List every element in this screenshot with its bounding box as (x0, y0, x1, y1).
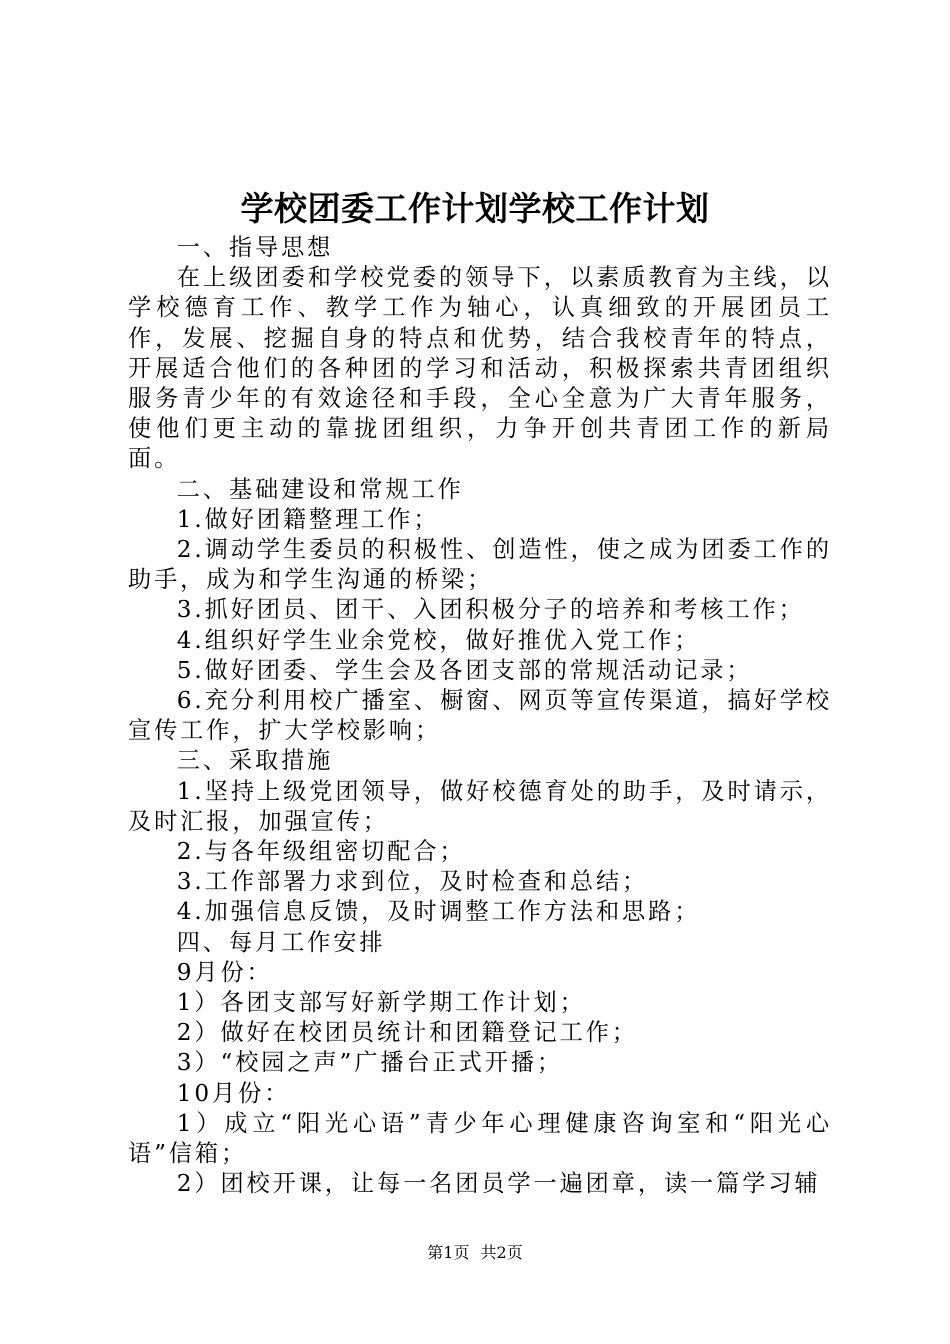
list-item: 5.做好团委、学生会及各团支部的常规活动记录； (176, 656, 753, 684)
section-heading-basic-work: 二、基础建设和常规工作 (176, 475, 464, 503)
page-total: 共2页 (480, 1243, 523, 1262)
month-heading: 10月份： (176, 1079, 291, 1107)
list-item: 2.与各年级组密切配合； (176, 838, 466, 866)
list-item: 4.组织好学生业余党校，做好推优入党工作； (176, 626, 701, 654)
document-body (128, 233, 832, 1200)
list-item: 2）做好在校团员统计和团籍登记工作； (176, 1019, 638, 1047)
list-item: 4.加强信息反馈，及时调整工作方法和思路； (176, 898, 701, 926)
list-item: 3）“校园之声”广播台正式开播； (176, 1049, 564, 1077)
list-item: 1.做好团籍整理工作； (176, 505, 440, 533)
list-item: 1）成立“阳光心语”青少年心理健康咨询室和“阳光心语”信箱； (128, 1109, 832, 1168)
page-footer (0, 1242, 950, 1264)
month-heading: 9月份： (176, 958, 273, 986)
paragraph-guiding-thought: 在上级团委和学校党委的领导下，以素质教育为主线，以学校德育工作、教学工作为轴心，认真细致的开展团员工作，发展、挖掘自身的特点和优势，结合我校青年的特点，开展适合他们的各种团的学习和活动，积极探索共青团组织服务青少年的有效途径和手段，全心全意为广大青年服务，使他们更主动的靠拢团组织，力争开创共青团工作的新局面。 (128, 264, 832, 473)
list-item: 6.充分利用校广播室、橱窗、网页等宣传渠道，搞好学校宣传工作，扩大学校影响； (128, 687, 832, 745)
section-heading-monthly-plan: 四、每月工作安排 (176, 928, 386, 956)
list-item: 3.抓好团员、团干、入团积极分子的培养和考核工作； (176, 596, 805, 624)
list-item: 2.调动学生委员的积极性、创造性，使之成为团委工作的助手，成为和学生沟通的桥梁； (128, 536, 832, 594)
page-number: 第1页 (427, 1243, 470, 1262)
section-heading-measures: 三、采取措施 (176, 747, 334, 775)
list-item: 1.坚持上级党团领导，做好校德育处的助手，及时请示，及时汇报，加强宣传； (128, 777, 832, 835)
list-item: 2）团校开课，让每一名团员学一遍团章，读一篇学习辅 (176, 1170, 821, 1198)
list-item: 3.工作部署力求到位，及时检查和总结； (176, 868, 649, 896)
document-title: 学校团委工作计划学校工作计划 (240, 189, 710, 228)
section-heading-guiding-thought: 一、指导思想 (176, 234, 334, 261)
list-item: 1）各团支部写好新学期工作计划； (176, 989, 586, 1017)
